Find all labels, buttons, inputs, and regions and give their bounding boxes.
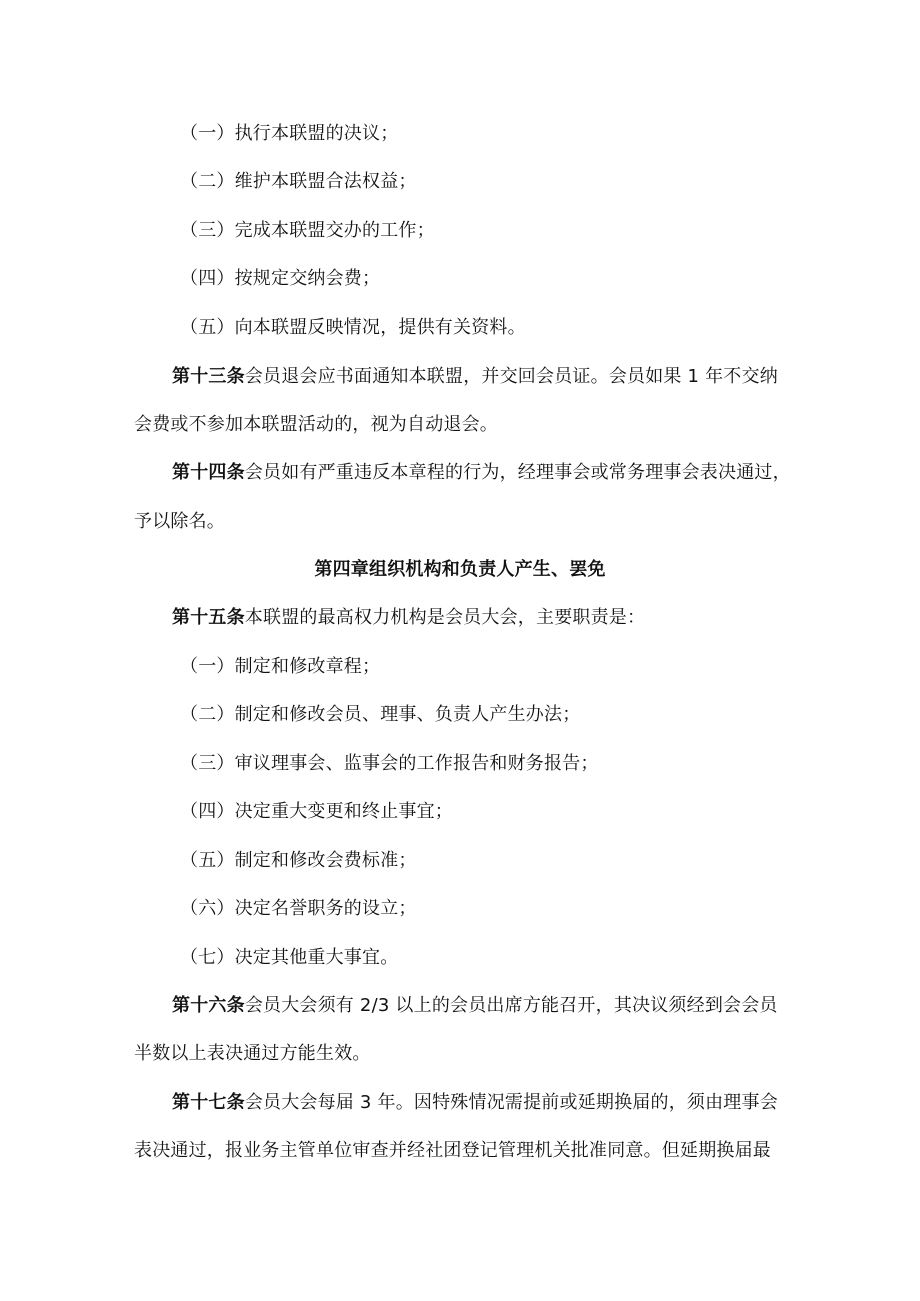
article-17-line-1 <box>172 1091 778 1115</box>
assembly-duty-7: （七）决定其他重大事宜。 <box>180 947 399 968</box>
article-13-line-2: 会费或不参加本联盟活动的，视为自动退会。 <box>134 414 498 435</box>
article-17-label: 第十七条 <box>172 1092 245 1113</box>
assembly-duty-2: （二）制定和修改会员、理事、负责人产生办法； <box>180 704 581 725</box>
assembly-duty-3: （三）审议理事会、监事会的工作报告和财务报告； <box>180 753 599 774</box>
article-17-line-2: 表决通过，报业务主管单位审查并经社团登记管理机关批准同意。但延期换届最 <box>134 1140 771 1161</box>
article-15-line-1 <box>172 606 645 630</box>
assembly-duty-4: （四）决定重大变更和终止事宜； <box>180 801 453 822</box>
duty-item-2: （二）维护本联盟合法权益； <box>180 171 417 192</box>
duty-item-3: （三）完成本联盟交办的工作； <box>180 220 435 241</box>
article-13-line-1 <box>172 365 778 389</box>
assembly-duty-6: （六）决定名誉职务的设立； <box>180 898 417 919</box>
article-13-label: 第十三条 <box>172 366 245 387</box>
article-16-line-2: 半数以上表决通过方能生效。 <box>134 1043 371 1064</box>
assembly-duty-5: （五）制定和修改会费标准； <box>180 850 417 871</box>
chapter-heading: 第四章组织机构和负责人产生、罢免 <box>314 559 606 580</box>
duty-item-4: （四）按规定交纳会费； <box>180 268 381 289</box>
assembly-duty-1: （一）制定和修改章程； <box>180 656 381 677</box>
article-14-text: 会员如有严重违反本章程的行为，经理事会或常务理事会表决通过， <box>244 462 791 483</box>
article-14-label: 第十四条 <box>172 462 245 483</box>
duty-item-5: （五）向本联盟反映情况，提供有关资料。 <box>180 317 526 338</box>
article-15-label: 第十五条 <box>172 607 245 628</box>
article-16-text: 会员大会须有 2/3 以上的会员出席方能召开，其决议须经到会会员 <box>244 995 778 1016</box>
article-17-text: 会员大会每届 3 年。因特殊情况需提前或延期换届的，须由理事会 <box>244 1092 778 1113</box>
article-13-text: 会员退会应书面通知本联盟，并交回会员证。会员如果 1 年不交纳 <box>244 366 778 387</box>
article-14-line-1 <box>172 461 791 485</box>
article-15-text: 本联盟的最高权力机构是会员大会，主要职责是： <box>244 607 646 628</box>
duty-item-1: （一）执行本联盟的决议； <box>180 123 399 144</box>
article-16-label: 第十六条 <box>172 995 245 1016</box>
article-14-line-2: 予以除名。 <box>134 511 225 532</box>
article-16-line-1 <box>172 994 778 1018</box>
